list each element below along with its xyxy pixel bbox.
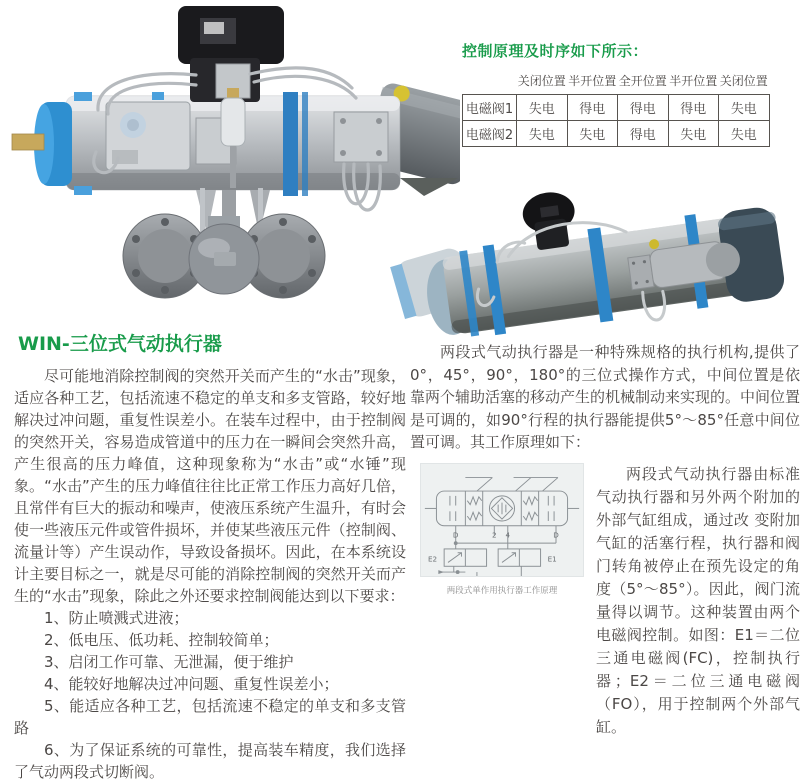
timing-table (462, 72, 770, 147)
requirement-item: 3、启闭工作可靠、无泄漏，便于维护 (44, 653, 294, 671)
valve-label-e2: E2 (427, 553, 438, 563)
photo-two-stage-actuator (400, 178, 800, 346)
timing-cell: 失电 (517, 95, 568, 121)
port-label-4: 4 (505, 529, 511, 539)
blue-strap (283, 92, 298, 196)
section-heading: WIN-三位式气动执行器 (18, 333, 222, 355)
ball-valve (123, 214, 325, 298)
right-text-section (410, 341, 800, 739)
control-principle-section (462, 40, 798, 147)
actuator-valve-photo-illustration (0, 0, 460, 335)
timing-table-row-solenoid1 (463, 95, 770, 121)
port-label-d-left: D (452, 529, 459, 539)
requirement-item: 5、能适应各种工艺，包括流速不稳定的单支和多支管路 (14, 697, 406, 737)
timing-cell: 得电 (618, 95, 669, 121)
requirement-item: 6、为了保证系统的可靠性，提高装车精度，我们选择了气动两段式切断阀。 (14, 741, 406, 781)
photo1-overlap-tip (400, 178, 458, 196)
timing-cell: 得电 (567, 95, 618, 121)
timing-cell: 失电 (719, 121, 770, 147)
row-label: 电磁阀1 (463, 95, 517, 121)
timing-header-cell: 半开位置 (568, 74, 617, 88)
left-text-section (14, 332, 406, 783)
timing-header-cell: 关闭位置 (517, 74, 566, 88)
timing-cell: 失电 (719, 95, 770, 121)
port-label-d-right: D (553, 529, 559, 539)
pneumatic-schematic (420, 463, 584, 577)
control-section-title: 控制原理及时序如下所示： (462, 42, 649, 60)
valve-label-e1: E1 (547, 553, 557, 563)
timing-header-cell (463, 72, 517, 95)
timing-cell: 失电 (668, 121, 719, 147)
timing-table-header-row (463, 72, 770, 95)
row-label: 电磁阀2 (463, 121, 517, 147)
timing-cell: 失电 (567, 121, 618, 147)
diagram-row (410, 463, 800, 739)
working-principle-figure (410, 463, 596, 739)
requirement-item: 1、防止喷溅式进液； (44, 609, 189, 627)
timing-table-row-solenoid2 (463, 121, 770, 147)
two-stage-actuator-illustration (400, 178, 800, 346)
requirement-item: 4、能较好地解决过冲问题、重复性误差小； (44, 675, 339, 693)
requirement-item: 2、低电压、低功耗、控制较简单； (44, 631, 279, 649)
timing-cell: 得电 (668, 95, 719, 121)
right-paragraph-1: 两段式气动执行器是一种特殊规格的执行机构,提供了0°，45°，90°，180°的三位式操作方式，中间位置是依靠两个辅助活塞的移动产生的机械制动来实现的。中间位置是可调的，如90°行程的执行器能提供5°～85°任意中间位置可调。其工作原理如下： (410, 343, 800, 451)
timing-header-cell: 全开位置 (618, 74, 667, 88)
photo-three-position-actuator (0, 0, 460, 335)
brass-stem (12, 134, 44, 150)
timing-cell: 失电 (517, 121, 568, 147)
timing-header-cell: 半开位置 (669, 74, 718, 88)
timing-cell: 得电 (618, 121, 669, 147)
left-paragraph: 尽可能地消除控制阀的突然开关而产生的“水击”现象，适应各种工艺，包括流速不稳定的单支和多支管路，较好地解决过冲问题，重复性误差小。在装车过程中，由于控制阀的突然开关，容易造成管道中的压力在一瞬间会突然升高，产生很高的压力峰值，这种现象称为“水击”或“水锤”现象。“水击”产生的压力峰值往往比正常工作压力高好几倍，且常伴有巨大的振动和噪声，使液压系统产生温升，有时会使一些液压元件或管件损坏，并使某些液压元件（控制阀、流量计等）产生误动作，导致设备损坏。因此，在本系统设计主要目标之一，就是尽可能的消除控制阀的突然开关而产生的“水击”现象，除此之外还要求控制阀能达到以下要求： (14, 367, 406, 605)
port-label-2: 2 (491, 529, 497, 539)
figure-caption: 两段式单作用执行器工作原理 (446, 585, 558, 596)
timing-header-cell: 关闭位置 (719, 74, 768, 88)
right-paragraph-2: 两段式气动执行器由标准气动执行器和另外两个附加的外部气缸组成，通过改 变附加气缸的活塞行程，执行器和阀门转角被停止在预先设定的角度（5°～85°）。因此，阀门流量得以调节。这种装置由两个电磁阀控制。如图：E1＝二位三通电磁阀(FC)，控制执行器；E2＝二位三通电磁阀（FO），用于控制两个外部气缸。 (596, 464, 800, 736)
